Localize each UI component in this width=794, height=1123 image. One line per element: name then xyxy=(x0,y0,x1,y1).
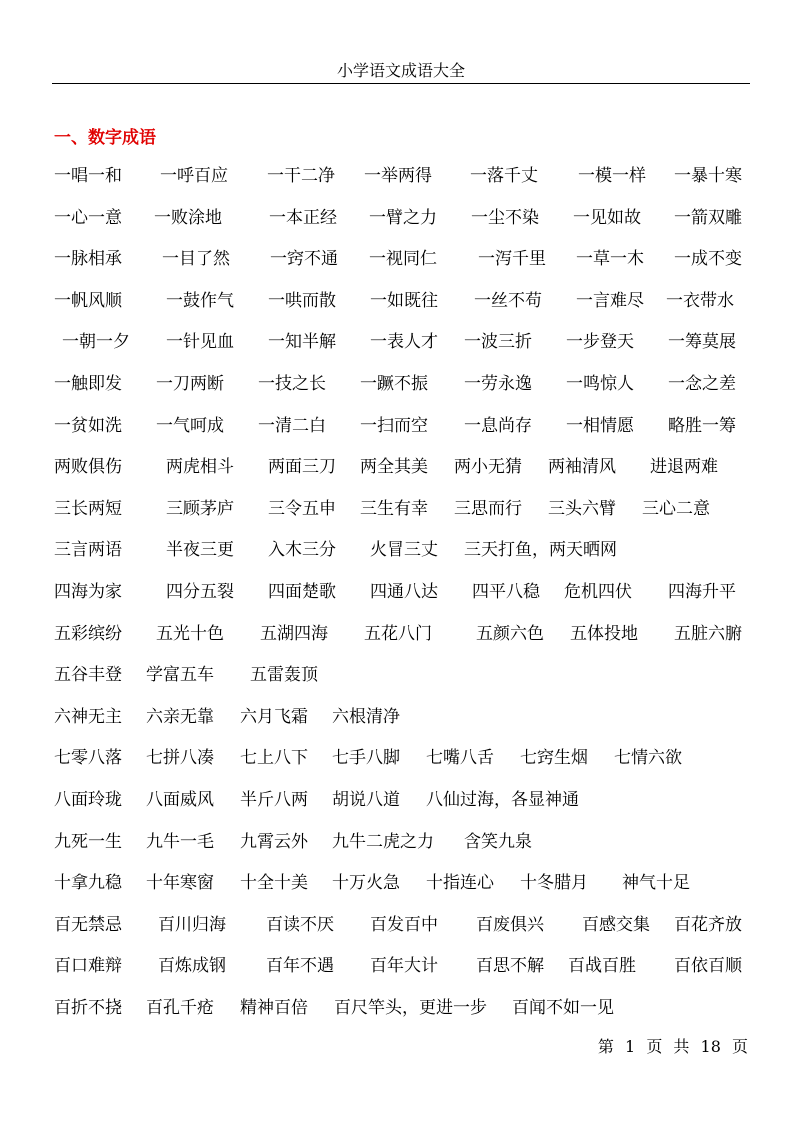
idiom-item: 一干二净 xyxy=(267,166,335,186)
idiom-item: 两全其美 xyxy=(360,457,428,478)
idiom-item: 一鼓作气 xyxy=(166,290,234,311)
idiom-item: 三令五申 xyxy=(268,498,336,519)
idiom-row xyxy=(54,247,754,289)
idiom-item: 一步登天 xyxy=(566,332,634,353)
idiom-item: 神气十足 xyxy=(622,873,690,894)
footer-total-number: 18 xyxy=(700,1037,721,1056)
idiom-item: 百尺竿头，更进一步 xyxy=(334,997,487,1018)
idiom-item: 一针见血 xyxy=(166,332,234,353)
idiom-item: 百无禁忌 xyxy=(54,914,122,935)
idiom-item: 十万火急 xyxy=(332,873,400,894)
idiom-item: 百口难辩 xyxy=(54,956,122,977)
idiom-item: 五颜六色 xyxy=(476,623,544,644)
idiom-item: 五雷轰顶 xyxy=(250,665,318,686)
idiom-item: 三言两语 xyxy=(54,540,122,561)
idiom-item: 四平八稳 xyxy=(472,581,540,602)
idiom-item: 六神无主 xyxy=(54,706,122,727)
idiom-item: 一表人才 xyxy=(370,332,438,353)
idiom-item: 一气呵成 xyxy=(156,415,224,436)
idiom-item: 七手八脚 xyxy=(332,748,400,769)
idiom-item: 四分五裂 xyxy=(166,581,234,602)
idiom-item: 胡说八道 xyxy=(332,789,400,810)
header-divider xyxy=(52,83,750,84)
idiom-row xyxy=(54,788,754,830)
idiom-item: 半斤八两 xyxy=(240,789,308,810)
section-title: 一、数字成语 xyxy=(54,128,156,148)
idiom-item: 一念之差 xyxy=(668,373,736,394)
idiom-item: 一箭双雕 xyxy=(674,207,742,228)
idiom-item: 四面楚歌 xyxy=(268,581,336,602)
page-footer xyxy=(592,1034,748,1057)
idiom-item: 十拿九稳 xyxy=(54,873,122,894)
idiom-item: 三思而行 xyxy=(454,498,522,519)
idiom-item: 一败涂地 xyxy=(154,207,222,228)
idiom-item: 一本正经 xyxy=(269,207,337,228)
idiom-row xyxy=(54,455,754,497)
idiom-item: 危机四伏 xyxy=(564,581,632,602)
idiom-item: 五湖四海 xyxy=(260,623,328,644)
idiom-item: 一知半解 xyxy=(268,332,336,353)
idiom-row xyxy=(54,164,754,206)
idiom-item: 两袖清风 xyxy=(548,457,616,478)
idiom-row xyxy=(54,746,754,788)
idiom-row xyxy=(54,954,754,996)
idiom-item: 百依百顺 xyxy=(674,956,742,977)
idiom-item: 两面三刀 xyxy=(268,457,336,478)
idiom-item: 入木三分 xyxy=(268,540,336,561)
idiom-item: 七情六欲 xyxy=(614,748,682,769)
idiom-item: 三长两短 xyxy=(54,498,122,519)
idiom-item: 百感交集 xyxy=(582,914,650,935)
idiom-item: 一臂之力 xyxy=(369,207,437,228)
idiom-item: 一草一木 xyxy=(576,249,644,270)
idiom-item: 八仙过海，各显神通 xyxy=(426,789,579,810)
idiom-row xyxy=(54,414,754,456)
idiom-item: 三天打鱼，两天晒网 xyxy=(464,540,617,561)
idiom-item: 一如既往 xyxy=(370,290,438,311)
idiom-row xyxy=(54,871,754,913)
idiom-row xyxy=(54,497,754,539)
idiom-item: 两虎相斗 xyxy=(166,457,234,478)
idiom-item: 一贫如洗 xyxy=(54,415,122,436)
idiom-item: 四海升平 xyxy=(668,581,736,602)
idiom-item: 一脉相承 xyxy=(54,249,122,270)
idiom-row xyxy=(54,538,754,580)
footer-total-unit: 页 xyxy=(731,1037,748,1056)
idiom-item: 四通八达 xyxy=(370,581,438,602)
idiom-row xyxy=(54,830,754,872)
idiom-item: 一暴十寒 xyxy=(674,166,742,186)
idiom-item: 九霄云外 xyxy=(240,831,308,852)
idiom-item: 一丝不苟 xyxy=(474,290,542,311)
idiom-item: 一劳永逸 xyxy=(464,373,532,394)
idiom-item: 八面玲珑 xyxy=(54,789,122,810)
idiom-item: 学富五车 xyxy=(146,665,214,686)
footer-page-unit: 页 xyxy=(646,1037,663,1056)
footer-page-label: 第 xyxy=(597,1037,614,1056)
idiom-item: 一筹莫展 xyxy=(668,332,736,353)
idiom-item: 一泻千里 xyxy=(478,249,546,270)
idiom-item: 略胜一筹 xyxy=(668,415,736,436)
idiom-item: 一相情愿 xyxy=(566,415,634,436)
idiom-item: 一言难尽 xyxy=(576,290,644,311)
footer-total-label: 共 xyxy=(673,1037,690,1056)
idiom-item: 七零八落 xyxy=(54,748,122,769)
idiom-item: 一技之长 xyxy=(258,373,326,394)
idiom-item: 五光十色 xyxy=(156,623,224,644)
idiom-list xyxy=(54,164,754,1037)
idiom-row xyxy=(54,330,754,372)
idiom-item: 半夜三更 xyxy=(166,540,234,561)
idiom-item: 一举两得 xyxy=(364,166,432,186)
idiom-item: 八面威风 xyxy=(146,789,214,810)
idiom-item: 百废俱兴 xyxy=(476,914,544,935)
idiom-item: 一尘不染 xyxy=(471,207,539,228)
idiom-item: 百发百中 xyxy=(370,914,438,935)
idiom-item: 一衣带水 xyxy=(666,290,734,311)
idiom-item: 精神百倍 xyxy=(240,997,308,1018)
idiom-item: 一鸣惊人 xyxy=(566,373,634,394)
idiom-item: 六月飞霜 xyxy=(240,706,308,727)
idiom-item: 两败俱伤 xyxy=(54,457,122,478)
idiom-item: 火冒三丈 xyxy=(370,540,438,561)
idiom-item: 一扫而空 xyxy=(360,415,428,436)
idiom-item: 一成不变 xyxy=(674,249,742,270)
idiom-item: 五彩缤纷 xyxy=(54,623,122,644)
idiom-item: 五体投地 xyxy=(570,623,638,644)
idiom-item: 一呼百应 xyxy=(160,166,228,186)
idiom-item: 含笑九泉 xyxy=(464,831,532,852)
idiom-row xyxy=(54,580,754,622)
idiom-item: 一蹶不振 xyxy=(360,373,428,394)
idiom-item: 百读不厌 xyxy=(266,914,334,935)
idiom-item: 七窍生烟 xyxy=(520,748,588,769)
page-header-title: 小学语文成语大全 xyxy=(336,61,465,80)
idiom-item: 百炼成钢 xyxy=(158,956,226,977)
idiom-item: 百折不挠 xyxy=(54,997,122,1018)
idiom-item: 三顾茅庐 xyxy=(166,498,234,519)
idiom-item: 一视同仁 xyxy=(369,249,437,270)
idiom-row xyxy=(54,913,754,955)
idiom-item: 一见如故 xyxy=(573,207,641,228)
idiom-item: 十冬腊月 xyxy=(520,873,588,894)
idiom-row xyxy=(54,996,754,1038)
idiom-item: 一息尚存 xyxy=(464,415,532,436)
idiom-item: 七拼八凑 xyxy=(146,748,214,769)
idiom-item: 百战百胜 xyxy=(568,956,636,977)
footer-page-number: 1 xyxy=(625,1037,636,1056)
idiom-row xyxy=(54,705,754,747)
idiom-row xyxy=(54,289,754,331)
idiom-item: 六根清净 xyxy=(332,706,400,727)
idiom-item: 百闻不如一见 xyxy=(512,997,614,1018)
idiom-item: 一朝一夕 xyxy=(62,332,130,353)
idiom-item: 百年不遇 xyxy=(266,956,334,977)
idiom-item: 一帆风顺 xyxy=(54,290,122,311)
idiom-row xyxy=(54,663,754,705)
idiom-item: 两小无猜 xyxy=(454,457,522,478)
idiom-row xyxy=(54,372,754,414)
idiom-item: 三头六臂 xyxy=(548,498,616,519)
idiom-item: 进退两难 xyxy=(650,457,718,478)
idiom-item: 九牛二虎之力 xyxy=(332,831,434,852)
idiom-item: 七上八下 xyxy=(240,748,308,769)
idiom-item: 百花齐放 xyxy=(674,914,742,935)
idiom-item: 百年大计 xyxy=(370,956,438,977)
idiom-item: 四海为家 xyxy=(54,581,122,602)
idiom-row xyxy=(54,206,754,248)
idiom-item: 三生有幸 xyxy=(360,498,428,519)
idiom-item: 一刀两断 xyxy=(156,373,224,394)
idiom-row xyxy=(54,622,754,664)
idiom-item: 一模一样 xyxy=(578,166,646,186)
idiom-item: 百川归海 xyxy=(158,914,226,935)
idiom-item: 百孔千疮 xyxy=(146,997,214,1018)
idiom-item: 五花八门 xyxy=(364,623,432,644)
idiom-item: 一触即发 xyxy=(54,373,122,394)
idiom-item: 十指连心 xyxy=(426,873,494,894)
idiom-item: 五谷丰登 xyxy=(54,665,122,686)
idiom-item: 一哄而散 xyxy=(268,290,336,311)
idiom-item: 一清二白 xyxy=(258,415,326,436)
idiom-item: 一目了然 xyxy=(162,249,230,270)
idiom-item: 百思不解 xyxy=(476,956,544,977)
idiom-item: 一落千丈 xyxy=(470,166,538,186)
idiom-item: 六亲无靠 xyxy=(146,706,214,727)
idiom-item: 九死一生 xyxy=(54,831,122,852)
idiom-item: 一唱一和 xyxy=(54,166,122,186)
idiom-item: 十全十美 xyxy=(240,873,308,894)
idiom-item: 十年寒窗 xyxy=(146,873,214,894)
idiom-item: 五脏六腑 xyxy=(674,623,742,644)
idiom-item: 七嘴八舌 xyxy=(426,748,494,769)
idiom-item: 一窍不通 xyxy=(270,249,338,270)
idiom-item: 九牛一毛 xyxy=(146,831,214,852)
idiom-item: 一心一意 xyxy=(54,207,122,228)
idiom-item: 三心二意 xyxy=(642,498,710,519)
idiom-item: 一波三折 xyxy=(464,332,532,353)
